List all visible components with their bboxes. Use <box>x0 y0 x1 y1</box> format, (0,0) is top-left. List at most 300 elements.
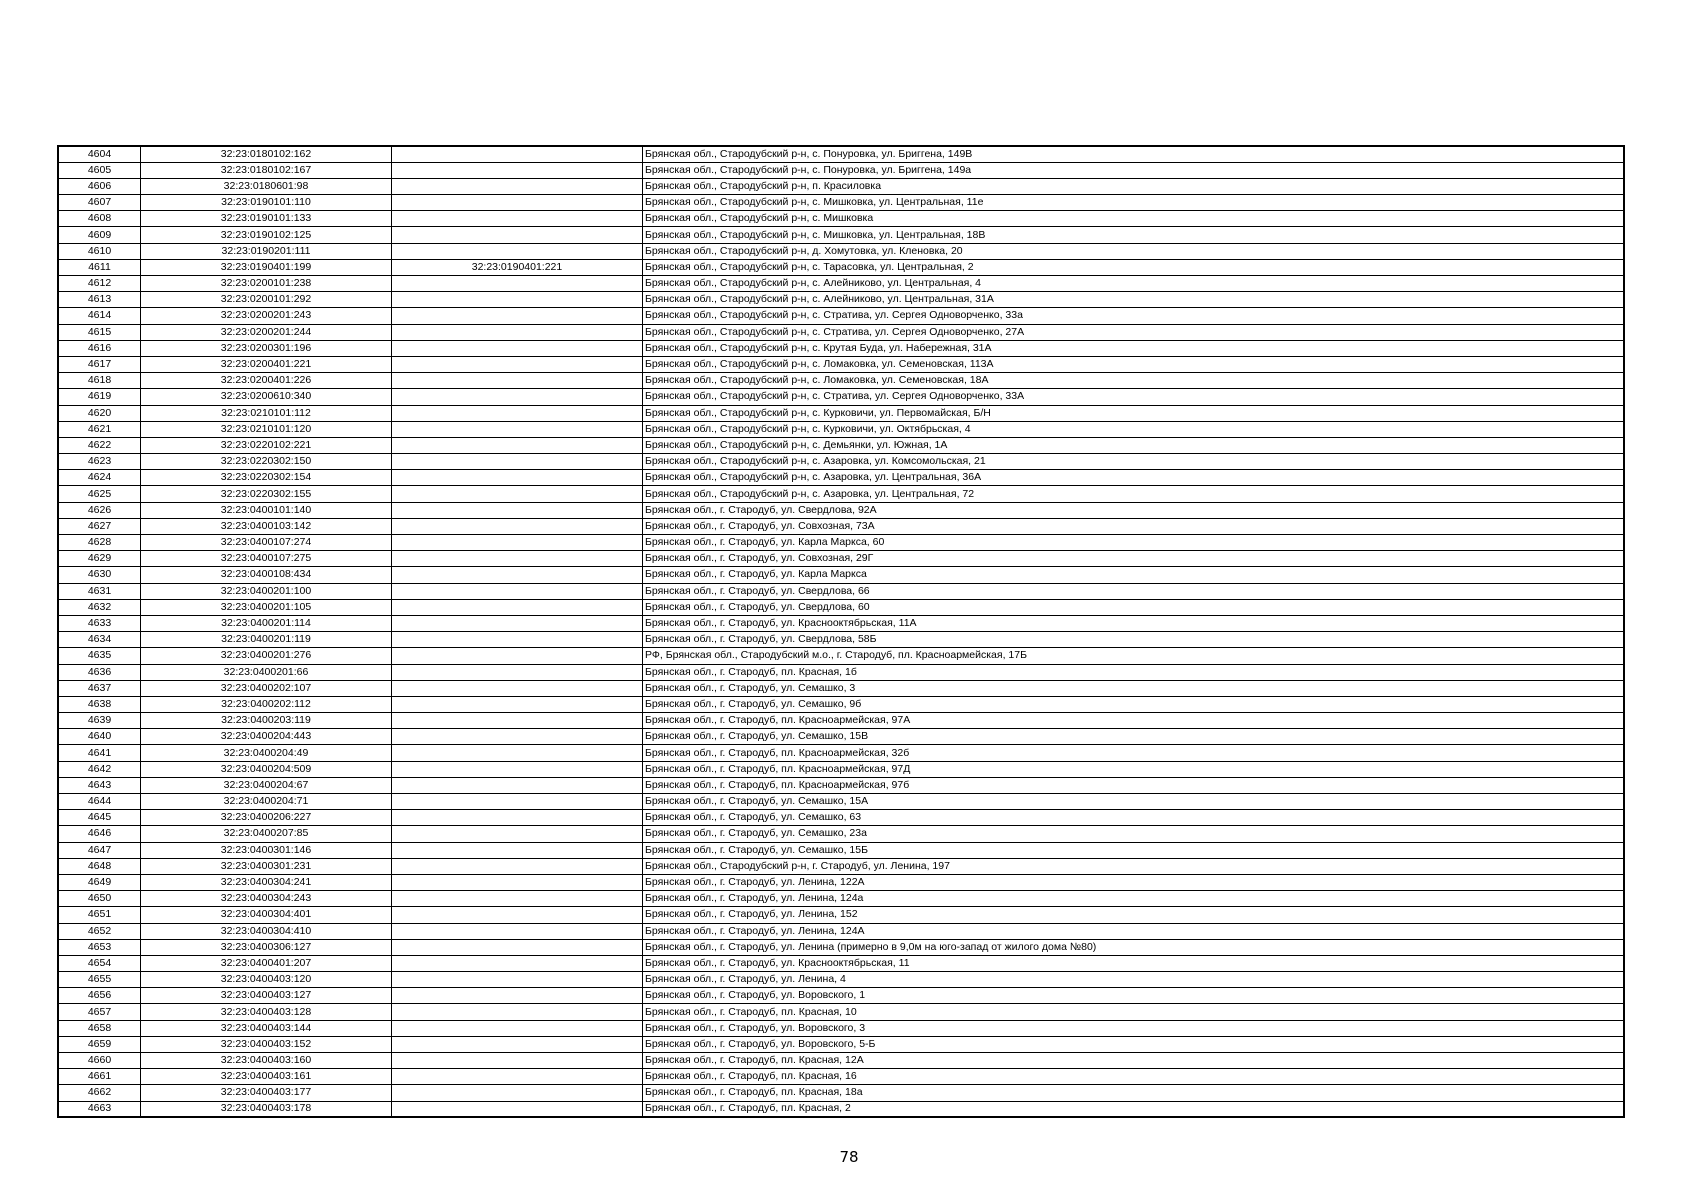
table-row <box>58 340 1624 356</box>
table-row <box>58 680 1624 696</box>
previous-cadastral-number-cell <box>392 680 643 696</box>
row-number-cell: 4650 <box>58 891 141 907</box>
row-number-cell: 4610 <box>58 243 141 259</box>
cadastral-number-cell: 32:23:0220302:154 <box>141 470 392 486</box>
row-number-cell: 4605 <box>58 162 141 178</box>
row-number-cell: 4608 <box>58 211 141 227</box>
address-cell: Брянская обл., г. Стародуб, пл. Красная, 16 <box>643 1069 1625 1085</box>
previous-cadastral-number-cell <box>392 470 643 486</box>
previous-cadastral-number-cell <box>392 826 643 842</box>
row-number-cell: 4628 <box>58 535 141 551</box>
cadastral-number-cell: 32:23:0400403:160 <box>141 1053 392 1069</box>
address-cell: Брянская обл., г. Стародуб, ул. Семашко, 63 <box>643 810 1625 826</box>
table-row <box>58 421 1624 437</box>
previous-cadastral-number-cell <box>392 794 643 810</box>
table-row <box>58 923 1624 939</box>
table-row <box>58 373 1624 389</box>
row-number-cell: 4637 <box>58 680 141 696</box>
address-cell: Брянская обл., Стародубский р-н, п. Красиловка <box>643 178 1625 194</box>
cadastral-number-cell: 32:23:0200101:238 <box>141 276 392 292</box>
table-row <box>58 972 1624 988</box>
cadastral-number-cell: 32:23:0220302:150 <box>141 454 392 470</box>
previous-cadastral-number-cell <box>392 502 643 518</box>
table-row <box>58 696 1624 712</box>
table-row <box>58 502 1624 518</box>
cadastral-number-cell: 32:23:0400403:128 <box>141 1004 392 1020</box>
row-number-cell: 4641 <box>58 745 141 761</box>
table-row <box>58 356 1624 372</box>
address-cell: Брянская обл., г. Стародуб, ул. Ленина, 124А <box>643 923 1625 939</box>
previous-cadastral-number-cell <box>392 939 643 955</box>
row-number-cell: 4618 <box>58 373 141 389</box>
previous-cadastral-number-cell <box>392 551 643 567</box>
previous-cadastral-number-cell <box>392 713 643 729</box>
table-row <box>58 227 1624 243</box>
previous-cadastral-number-cell <box>392 1053 643 1069</box>
row-number-cell: 4604 <box>58 146 141 162</box>
cadastral-number-cell: 32:23:0400403:144 <box>141 1020 392 1036</box>
row-number-cell: 4646 <box>58 826 141 842</box>
address-cell: Брянская обл., г. Стародуб, ул. Краснооктябрьская, 11А <box>643 615 1625 631</box>
table-row <box>58 615 1624 631</box>
table-row <box>58 470 1624 486</box>
previous-cadastral-number-cell <box>392 178 643 194</box>
cadastral-number-cell: 32:23:0200101:292 <box>141 292 392 308</box>
previous-cadastral-number-cell <box>392 308 643 324</box>
table-row <box>58 761 1624 777</box>
address-cell: Брянская обл., Стародубский р-н, с. Курковичи, ул. Октябрьская, 4 <box>643 421 1625 437</box>
cadastral-number-cell: 32:23:0400202:107 <box>141 680 392 696</box>
table-row <box>58 518 1624 534</box>
address-cell: Брянская обл., Стародубский р-н, д. Хомутовка, ул. Кленовка, 20 <box>643 243 1625 259</box>
table-row <box>58 858 1624 874</box>
table-row <box>58 1036 1624 1052</box>
row-number-cell: 4615 <box>58 324 141 340</box>
table-body <box>58 146 1624 1117</box>
table-row <box>58 1004 1624 1020</box>
previous-cadastral-number-cell <box>392 146 643 162</box>
row-number-cell: 4656 <box>58 988 141 1004</box>
cadastral-number-cell: 32:23:0400403:120 <box>141 972 392 988</box>
previous-cadastral-number-cell <box>392 599 643 615</box>
row-number-cell: 4663 <box>58 1101 141 1117</box>
address-cell: Брянская обл., г. Стародуб, ул. Воровского, 5-Б <box>643 1036 1625 1052</box>
row-number-cell: 4633 <box>58 615 141 631</box>
cadastral-number-cell: 32:23:0400304:410 <box>141 923 392 939</box>
address-cell: Брянская обл., г. Стародуб, пл. Красная, 2 <box>643 1101 1625 1117</box>
table-row <box>58 988 1624 1004</box>
cadastral-number-cell: 32:23:0210101:112 <box>141 405 392 421</box>
address-cell: Брянская обл., Стародубский р-н, с. Азаровка, ул. Центральная, 36А <box>643 470 1625 486</box>
table-row <box>58 162 1624 178</box>
previous-cadastral-number-cell <box>392 195 643 211</box>
cadastral-number-cell: 32:23:0400401:207 <box>141 955 392 971</box>
row-number-cell: 4621 <box>58 421 141 437</box>
cadastral-number-cell: 32:23:0400304:241 <box>141 874 392 890</box>
address-cell: Брянская обл., г. Стародуб, ул. Семашко, 23а <box>643 826 1625 842</box>
previous-cadastral-number-cell <box>392 1101 643 1117</box>
cadastral-number-cell: 32:23:0400204:49 <box>141 745 392 761</box>
cadastral-number-cell: 32:23:0190101:133 <box>141 211 392 227</box>
address-cell: Брянская обл., Стародубский р-н, с. Азаровка, ул. Центральная, 72 <box>643 486 1625 502</box>
table-row <box>58 243 1624 259</box>
cadastral-number-cell: 32:23:0400204:71 <box>141 794 392 810</box>
row-number-cell: 4634 <box>58 632 141 648</box>
address-cell: Брянская обл., г. Стародуб, ул. Воровского, 3 <box>643 1020 1625 1036</box>
cadastral-number-cell: 32:23:0200610:340 <box>141 389 392 405</box>
row-number-cell: 4613 <box>58 292 141 308</box>
address-cell: Брянская обл., Стародубский р-н, г. Стародуб, ул. Ленина, 197 <box>643 858 1625 874</box>
row-number-cell: 4627 <box>58 518 141 534</box>
row-number-cell: 4651 <box>58 907 141 923</box>
row-number-cell: 4620 <box>58 405 141 421</box>
table-row <box>58 891 1624 907</box>
cadastral-number-cell: 32:23:0400107:274 <box>141 535 392 551</box>
row-number-cell: 4644 <box>58 794 141 810</box>
previous-cadastral-number-cell <box>392 227 643 243</box>
row-number-cell: 4632 <box>58 599 141 615</box>
row-number-cell: 4623 <box>58 454 141 470</box>
row-number-cell: 4629 <box>58 551 141 567</box>
previous-cadastral-number-cell <box>392 923 643 939</box>
row-number-cell: 4655 <box>58 972 141 988</box>
table-row <box>58 259 1624 275</box>
table-row <box>58 551 1624 567</box>
row-number-cell: 4657 <box>58 1004 141 1020</box>
row-number-cell: 4639 <box>58 713 141 729</box>
address-cell: Брянская обл., г. Стародуб, ул. Карла Маркса <box>643 567 1625 583</box>
previous-cadastral-number-cell <box>392 1085 643 1101</box>
cadastral-number-cell: 32:23:0400403:152 <box>141 1036 392 1052</box>
previous-cadastral-number-cell <box>392 615 643 631</box>
table-row <box>58 195 1624 211</box>
cadastral-number-cell: 32:23:0400301:146 <box>141 842 392 858</box>
table-row <box>58 437 1624 453</box>
address-cell: Брянская обл., г. Стародуб, ул. Семашко, 3 <box>643 680 1625 696</box>
row-number-cell: 4640 <box>58 729 141 745</box>
cadastral-number-cell: 32:23:0400304:401 <box>141 907 392 923</box>
table-row <box>58 1020 1624 1036</box>
address-cell: Брянская обл., Стародубский р-н, с. Демьянки, ул. Южная, 1А <box>643 437 1625 453</box>
address-cell: Брянская обл., Стародубский р-н, с. Мишковка, ул. Центральная, 18В <box>643 227 1625 243</box>
row-number-cell: 4630 <box>58 567 141 583</box>
row-number-cell: 4631 <box>58 583 141 599</box>
cadastral-number-cell: 32:23:0180601:98 <box>141 178 392 194</box>
previous-cadastral-number-cell: 32:23:0190401:221 <box>392 259 643 275</box>
row-number-cell: 4653 <box>58 939 141 955</box>
row-number-cell: 4635 <box>58 648 141 664</box>
previous-cadastral-number-cell <box>392 454 643 470</box>
cadastral-number-cell: 32:23:0210101:120 <box>141 421 392 437</box>
row-number-cell: 4612 <box>58 276 141 292</box>
previous-cadastral-number-cell <box>392 761 643 777</box>
table-row <box>58 713 1624 729</box>
property-table <box>57 145 1625 1118</box>
table-row <box>58 632 1624 648</box>
row-number-cell: 4626 <box>58 502 141 518</box>
table-row <box>58 729 1624 745</box>
address-cell: Брянская обл., Стародубский р-н, с. Понуровка, ул. Бриггена, 149В <box>643 146 1625 162</box>
table-row <box>58 842 1624 858</box>
address-cell: Брянская обл., г. Стародуб, пл. Красная, 10 <box>643 1004 1625 1020</box>
address-cell: Брянская обл., Стародубский р-н, с. Понуровка, ул. Бриггена, 149а <box>643 162 1625 178</box>
cadastral-number-cell: 32:23:0190101:110 <box>141 195 392 211</box>
previous-cadastral-number-cell <box>392 583 643 599</box>
row-number-cell: 4661 <box>58 1069 141 1085</box>
row-number-cell: 4658 <box>58 1020 141 1036</box>
previous-cadastral-number-cell <box>392 972 643 988</box>
previous-cadastral-number-cell <box>392 276 643 292</box>
row-number-cell: 4654 <box>58 955 141 971</box>
cadastral-number-cell: 32:23:0400204:443 <box>141 729 392 745</box>
address-cell: Брянская обл., Стародубский р-н, с. Курковичи, ул. Первомайская, Б/Н <box>643 405 1625 421</box>
table-row <box>58 874 1624 890</box>
cadastral-number-cell: 32:23:0400204:509 <box>141 761 392 777</box>
address-cell: Брянская обл., г. Стародуб, ул. Ленина, 152 <box>643 907 1625 923</box>
previous-cadastral-number-cell <box>392 405 643 421</box>
cadastral-number-cell: 32:23:0220102:221 <box>141 437 392 453</box>
previous-cadastral-number-cell <box>392 292 643 308</box>
table-row <box>58 324 1624 340</box>
row-number-cell: 4659 <box>58 1036 141 1052</box>
previous-cadastral-number-cell <box>392 340 643 356</box>
cadastral-number-cell: 32:23:0220302:155 <box>141 486 392 502</box>
cadastral-number-cell: 32:23:0400403:161 <box>141 1069 392 1085</box>
previous-cadastral-number-cell <box>392 664 643 680</box>
address-cell: Брянская обл., Стародубский р-н, с. Алейниково, ул. Центральная, 31А <box>643 292 1625 308</box>
previous-cadastral-number-cell <box>392 324 643 340</box>
previous-cadastral-number-cell <box>392 1036 643 1052</box>
cadastral-number-cell: 32:23:0400306:127 <box>141 939 392 955</box>
previous-cadastral-number-cell <box>392 907 643 923</box>
previous-cadastral-number-cell <box>392 437 643 453</box>
address-cell: Брянская обл., г. Стародуб, ул. Карла Маркса, 60 <box>643 535 1625 551</box>
address-cell: Брянская обл., г. Стародуб, ул. Свердлова, 66 <box>643 583 1625 599</box>
address-cell: Брянская обл., г. Стародуб, ул. Семашко, 15В <box>643 729 1625 745</box>
page-number: 78 <box>839 1148 859 1166</box>
address-cell: Брянская обл., г. Стародуб, ул. Семашко, 9б <box>643 696 1625 712</box>
table-row <box>58 664 1624 680</box>
table-row <box>58 567 1624 583</box>
address-cell: Брянская обл., г. Стародуб, пл. Красная, 18а <box>643 1085 1625 1101</box>
table-row <box>58 1069 1624 1085</box>
cadastral-number-cell: 32:23:0400201:105 <box>141 599 392 615</box>
table-row <box>58 454 1624 470</box>
row-number-cell: 4619 <box>58 389 141 405</box>
previous-cadastral-number-cell <box>392 955 643 971</box>
address-cell: Брянская обл., г. Стародуб, ул. Семашко, 15Б <box>643 842 1625 858</box>
previous-cadastral-number-cell <box>392 745 643 761</box>
row-number-cell: 4636 <box>58 664 141 680</box>
address-cell: Брянская обл., г. Стародуб, ул. Ленина, 4 <box>643 972 1625 988</box>
cadastral-number-cell: 32:23:0400108:434 <box>141 567 392 583</box>
previous-cadastral-number-cell <box>392 1069 643 1085</box>
table-row <box>58 486 1624 502</box>
table-row <box>58 535 1624 551</box>
address-cell: Брянская обл., г. Стародуб, ул. Ленина, 122А <box>643 874 1625 890</box>
address-cell: Брянская обл., Стародубский р-н, с. Мишковка <box>643 211 1625 227</box>
previous-cadastral-number-cell <box>392 421 643 437</box>
address-cell: Брянская обл., г. Стародуб, ул. Свердлова, 92А <box>643 502 1625 518</box>
row-number-cell: 4660 <box>58 1053 141 1069</box>
table-row <box>58 955 1624 971</box>
address-cell: Брянская обл., г. Стародуб, ул. Свердлова, 58Б <box>643 632 1625 648</box>
previous-cadastral-number-cell <box>392 729 643 745</box>
previous-cadastral-number-cell <box>392 1004 643 1020</box>
address-cell: Брянская обл., г. Стародуб, пл. Красная, 12А <box>643 1053 1625 1069</box>
row-number-cell: 4607 <box>58 195 141 211</box>
row-number-cell: 4606 <box>58 178 141 194</box>
table-row <box>58 1085 1624 1101</box>
row-number-cell: 4616 <box>58 340 141 356</box>
row-number-cell: 4642 <box>58 761 141 777</box>
address-cell: Брянская обл., Стародубский р-н, с. Азаровка, ул. Комсомольская, 21 <box>643 454 1625 470</box>
address-cell: Брянская обл., г. Стародуб, ул. Совхозная, 73А <box>643 518 1625 534</box>
address-cell: Брянская обл., г. Стародуб, ул. Семашко, 15А <box>643 794 1625 810</box>
table-row <box>58 810 1624 826</box>
address-cell: Брянская обл., Стародубский р-н, с. Тарасовка, ул. Центральная, 2 <box>643 259 1625 275</box>
address-cell: Брянская обл., г. Стародуб, ул. Свердлова, 60 <box>643 599 1625 615</box>
table-row <box>58 648 1624 664</box>
address-cell: Брянская обл., г. Стародуб, пл. Красноармейская, 32б <box>643 745 1625 761</box>
previous-cadastral-number-cell <box>392 373 643 389</box>
previous-cadastral-number-cell <box>392 842 643 858</box>
cadastral-number-cell: 32:23:0200301:196 <box>141 340 392 356</box>
row-number-cell: 4611 <box>58 259 141 275</box>
cadastral-number-cell: 32:23:0400201:119 <box>141 632 392 648</box>
row-number-cell: 4649 <box>58 874 141 890</box>
address-cell: Брянская обл., г. Стародуб, пл. Красная, 1б <box>643 664 1625 680</box>
cadastral-number-cell: 32:23:0200201:243 <box>141 308 392 324</box>
cadastral-number-cell: 32:23:0400201:276 <box>141 648 392 664</box>
cadastral-number-cell: 32:23:0190401:199 <box>141 259 392 275</box>
address-cell: Брянская обл., Стародубский р-н, с. Ломаковка, ул. Семеновская, 18А <box>643 373 1625 389</box>
previous-cadastral-number-cell <box>392 777 643 793</box>
row-number-cell: 4638 <box>58 696 141 712</box>
cadastral-number-cell: 32:23:0400301:231 <box>141 858 392 874</box>
previous-cadastral-number-cell <box>392 518 643 534</box>
previous-cadastral-number-cell <box>392 162 643 178</box>
table-row <box>58 826 1624 842</box>
table-row <box>58 211 1624 227</box>
table-row <box>58 276 1624 292</box>
address-cell: Брянская обл., Стародубский р-н, с. Стратива, ул. Сергея Одноворченко, 27А <box>643 324 1625 340</box>
cadastral-number-cell: 32:23:0200401:221 <box>141 356 392 372</box>
cadastral-number-cell: 32:23:0400201:100 <box>141 583 392 599</box>
address-cell: Брянская обл., г. Стародуб, ул. Воровского, 1 <box>643 988 1625 1004</box>
table-row <box>58 745 1624 761</box>
cadastral-number-cell: 32:23:0400107:275 <box>141 551 392 567</box>
previous-cadastral-number-cell <box>392 243 643 259</box>
cadastral-number-cell: 32:23:0400403:177 <box>141 1085 392 1101</box>
row-number-cell: 4622 <box>58 437 141 453</box>
table-row <box>58 599 1624 615</box>
previous-cadastral-number-cell <box>392 891 643 907</box>
cadastral-number-cell: 32:23:0200401:226 <box>141 373 392 389</box>
table-row <box>58 308 1624 324</box>
cadastral-number-cell: 32:23:0180102:162 <box>141 146 392 162</box>
table-row <box>58 292 1624 308</box>
table-row <box>58 1101 1624 1117</box>
previous-cadastral-number-cell <box>392 858 643 874</box>
row-number-cell: 4647 <box>58 842 141 858</box>
table-row <box>58 178 1624 194</box>
previous-cadastral-number-cell <box>392 874 643 890</box>
previous-cadastral-number-cell <box>392 389 643 405</box>
cadastral-number-cell: 32:23:0400204:67 <box>141 777 392 793</box>
cadastral-number-cell: 32:23:0190201:111 <box>141 243 392 259</box>
table-row <box>58 583 1624 599</box>
cadastral-number-cell: 32:23:0200201:244 <box>141 324 392 340</box>
cadastral-number-cell: 32:23:0400403:127 <box>141 988 392 1004</box>
table-row <box>58 939 1624 955</box>
previous-cadastral-number-cell <box>392 535 643 551</box>
table-row <box>58 777 1624 793</box>
previous-cadastral-number-cell <box>392 567 643 583</box>
table-row <box>58 907 1624 923</box>
row-number-cell: 4617 <box>58 356 141 372</box>
previous-cadastral-number-cell <box>392 356 643 372</box>
address-cell: Брянская обл., Стародубский р-н, с. Крутая Буда, ул. Набережная, 31А <box>643 340 1625 356</box>
cadastral-number-cell: 32:23:0400203:119 <box>141 713 392 729</box>
address-cell: Брянская обл., г. Стародуб, ул. Ленина (примерно в 9,0м на юго-запад от жилого дома №80) <box>643 939 1625 955</box>
row-number-cell: 4643 <box>58 777 141 793</box>
address-cell: Брянская обл., Стародубский р-н, с. Стратива, ул. Сергея Одноворченко, 33а <box>643 308 1625 324</box>
address-cell: Брянская обл., Стародубский р-н, с. Мишковка, ул. Центральная, 11е <box>643 195 1625 211</box>
address-cell: Брянская обл., г. Стародуб, пл. Красноармейская, 97Д <box>643 761 1625 777</box>
cadastral-number-cell: 32:23:0400403:178 <box>141 1101 392 1117</box>
table-row <box>58 146 1624 162</box>
previous-cadastral-number-cell <box>392 1020 643 1036</box>
address-cell: РФ, Брянская обл., Стародубский м.о., г. Стародуб, пл. Красноармейская, 17Б <box>643 648 1625 664</box>
previous-cadastral-number-cell <box>392 486 643 502</box>
row-number-cell: 4645 <box>58 810 141 826</box>
address-cell: Брянская обл., Стародубский р-н, с. Ломаковка, ул. Семеновская, 113А <box>643 356 1625 372</box>
address-cell: Брянская обл., Стародубский р-н, с. Алейниково, ул. Центральная, 4 <box>643 276 1625 292</box>
cadastral-number-cell: 32:23:0190102:125 <box>141 227 392 243</box>
previous-cadastral-number-cell <box>392 632 643 648</box>
previous-cadastral-number-cell <box>392 988 643 1004</box>
table-row <box>58 794 1624 810</box>
address-cell: Брянская обл., г. Стародуб, ул. Краснооктябрьская, 11 <box>643 955 1625 971</box>
table-row <box>58 389 1624 405</box>
previous-cadastral-number-cell <box>392 810 643 826</box>
cadastral-number-cell: 32:23:0400304:243 <box>141 891 392 907</box>
cadastral-number-cell: 32:23:0400207:85 <box>141 826 392 842</box>
address-cell: Брянская обл., г. Стародуб, пл. Красноармейская, 97А <box>643 713 1625 729</box>
row-number-cell: 4652 <box>58 923 141 939</box>
address-cell: Брянская обл., г. Стародуб, ул. Ленина, 124а <box>643 891 1625 907</box>
table-row <box>58 1053 1624 1069</box>
table-row <box>58 405 1624 421</box>
address-cell: Брянская обл., Стародубский р-н, с. Стратива, ул. Сергея Одноворченко, 33А <box>643 389 1625 405</box>
cadastral-number-cell: 32:23:0400201:114 <box>141 615 392 631</box>
cadastral-number-cell: 32:23:0400201:66 <box>141 664 392 680</box>
row-number-cell: 4609 <box>58 227 141 243</box>
row-number-cell: 4662 <box>58 1085 141 1101</box>
cadastral-number-cell: 32:23:0400206:227 <box>141 810 392 826</box>
cadastral-number-cell: 32:23:0400202:112 <box>141 696 392 712</box>
cadastral-number-cell: 32:23:0400103:142 <box>141 518 392 534</box>
row-number-cell: 4614 <box>58 308 141 324</box>
cadastral-number-cell: 32:23:0180102:167 <box>141 162 392 178</box>
address-cell: Брянская обл., г. Стародуб, пл. Красноармейская, 97б <box>643 777 1625 793</box>
row-number-cell: 4625 <box>58 486 141 502</box>
cadastral-number-cell: 32:23:0400101:140 <box>141 502 392 518</box>
row-number-cell: 4624 <box>58 470 141 486</box>
address-cell: Брянская обл., г. Стародуб, ул. Совхозная, 29Г <box>643 551 1625 567</box>
previous-cadastral-number-cell <box>392 211 643 227</box>
